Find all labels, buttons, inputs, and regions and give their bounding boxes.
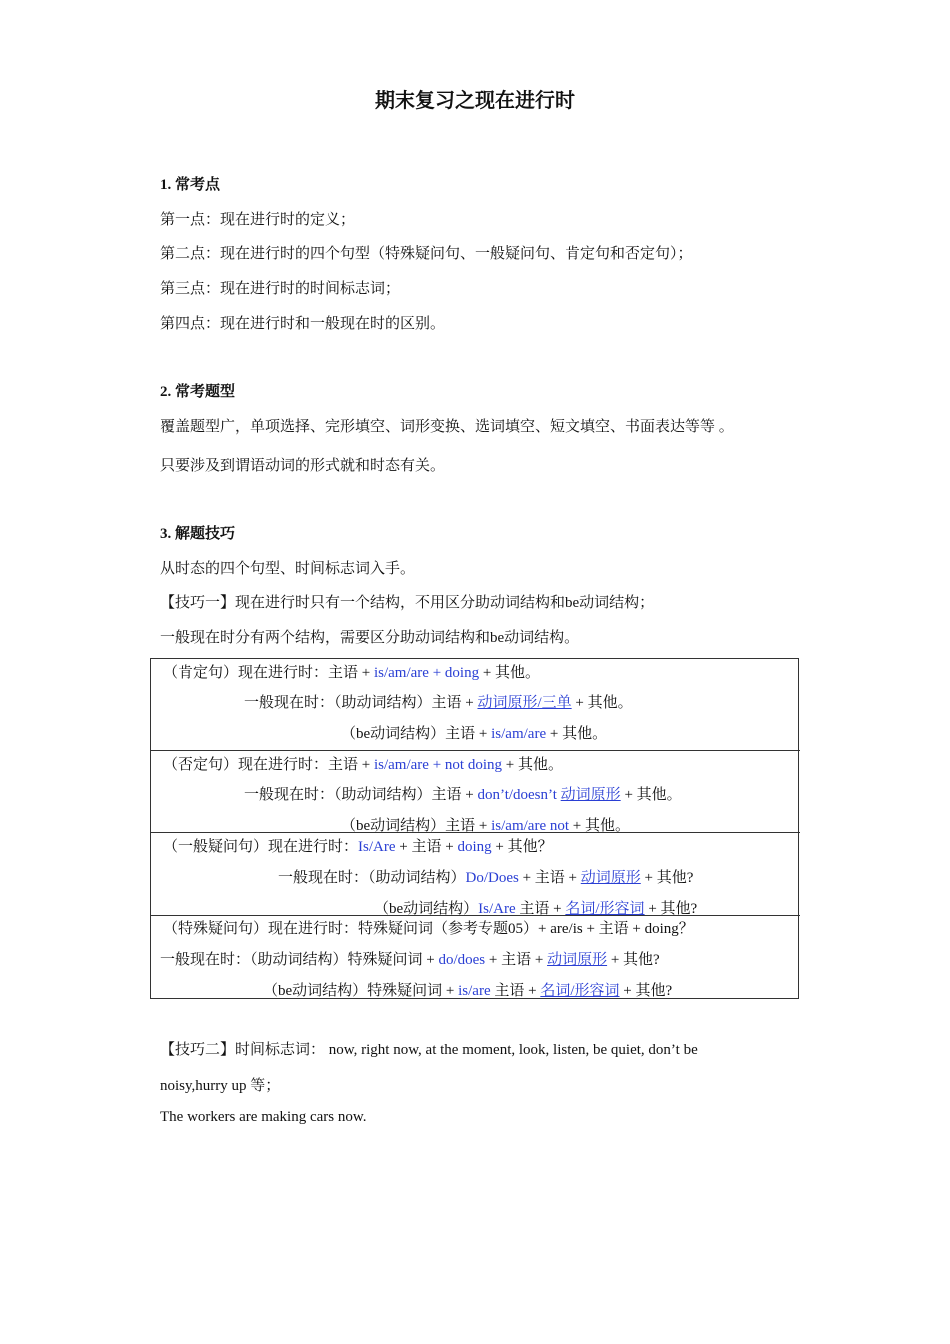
- table-line: 一般现在时：（助动词结构）Do/Does + 主语 + 动词原形 + 其他?: [278, 870, 694, 886]
- paragraph: 从时态的四个句型、时间标志词入手。: [160, 561, 416, 577]
- page-title: 期末复习之现在进行时: [375, 90, 575, 112]
- tip1-line: 一般现在时分有两个结构，需要区分助动词结构和be动词结构。: [160, 630, 580, 646]
- table-line: （否定句）现在进行时：主语 + is/am/are + not doing + 其他。: [163, 757, 563, 773]
- section2-heading: 2. 常考题型: [160, 384, 236, 400]
- wh-question-cell: [151, 916, 800, 1000]
- table-line: 一般现在时：（助动词结构）主语 + 动词原形/三单 + 其他。: [244, 695, 633, 711]
- structure-table: [150, 658, 799, 999]
- section1-heading: 1. 常考点: [160, 177, 221, 193]
- list-item: 第二点：现在进行时的四个句型（特殊疑问句、一般疑问句、肯定句和否定句）；: [160, 246, 693, 262]
- list-item: 第一点：现在进行时的定义；: [160, 212, 356, 228]
- table-line: （be动词结构）特殊疑问词 + is/are 主语 + 名词/形容词 + 其他?: [263, 983, 673, 999]
- section3-heading: 3. 解题技巧: [160, 526, 236, 542]
- table-line: 一般现在时：（助动词结构）特殊疑问词 + do/does + 主语 + 动词原形 + 其他?: [160, 952, 660, 968]
- table-line: （be动词结构）Is/Are 主语 + 名词/形容词 + 其他?: [374, 901, 698, 917]
- paragraph: 只要涉及到谓语动词的形式就和时态有关。: [160, 458, 446, 474]
- list-item: 第四点：现在进行时和一般现在时的区别。: [160, 316, 446, 332]
- table-line: （一般疑问句）现在进行时：Is/Are + 主语 + doing + 其他？: [163, 839, 553, 855]
- yes-no-question-cell: [151, 833, 800, 916]
- list-item: 第三点：现在进行时的时间标志词；: [160, 281, 401, 297]
- paragraph: 覆盖题型广，单项选择、完形填空、词形变换、选词填空、短文填空、书面表达等等 。: [160, 419, 734, 435]
- negative-cell: [151, 751, 800, 833]
- tip1-line: 【技巧一】现在进行时只有一个结构，不用区分助动词结构和be动词结构；: [160, 595, 655, 611]
- table-line: （肯定句）现在进行时：主语 + is/am/are + doing + 其他。: [163, 665, 541, 681]
- example-sentence: The workers are making cars now.: [160, 1109, 367, 1125]
- table-line: （be动词结构）主语 + is/am/are not + 其他。: [341, 818, 630, 834]
- table-line: 一般现在时：（助动词结构）主语 + don’t/doesn’t 动词原形 + 其他。: [244, 787, 682, 803]
- tip2-line: noisy,hurry up 等；: [160, 1078, 281, 1094]
- table-line: （be动词结构）主语 + is/am/are + 其他。: [341, 726, 608, 742]
- table-line: （特殊疑问句）现在进行时：特殊疑问词（参考专题05）+ are/is + 主语 + doing？: [163, 921, 694, 937]
- tip2-line: 【技巧二】时间标志词： now, right now, at the moment, look, listen, be quiet, don’t be: [160, 1042, 698, 1058]
- affirmative-cell: [151, 659, 800, 751]
